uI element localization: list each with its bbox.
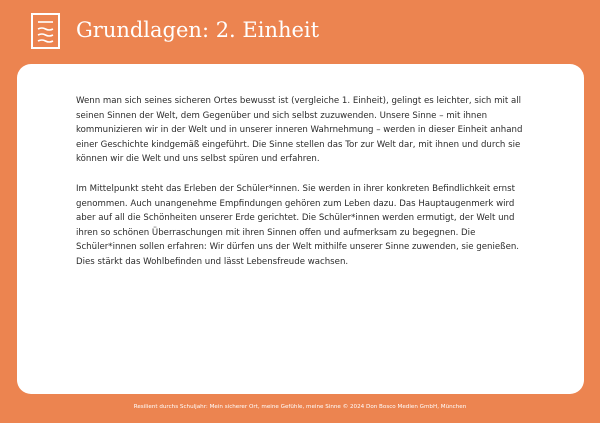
footer-copyright: Resilient durchs Schuljahr: Mein sicherer Ort, meine Gefühle, meine Sinne © 2024 Don Bosco Medien GmbH, München <box>133 404 467 410</box>
page-header <box>0 0 600 64</box>
paragraph-2: Im Mittelpunkt steht das Erleben der Schüler*innen. Sie werden in ihrer konkreten Befindlichkeit ernst genommen. Auch unangenehme Empfindungen gehören zum Leben dazu. Das Hauptaugenmerk wird aber auf all die Schönheiten unserer Erde gerichtet. Die Schüler*innen werden ermutigt, der Welt und ihren so schönen Überraschungen mit ihren Sinnen offen und aufmerksam zu begegnen. Die Schüler*innen sollen erfahren: Wir dürfen uns der Welt mithilfe unserer Sinne zuwenden, sie genießen. Dies stärkt das Wohlbefinden und lässt Lebensfreude wachsen. <box>76 183 520 267</box>
paragraph-1: Wenn man sich seines sicheren Ortes bewusst ist (vergleiche 1. Einheit), gelingt es leichter, sich mit all seinen Sinnen der Welt, dem Gegenüber und sich selbst zuzuwenden. Unsere Sinne – mit ihnen kommunizieren wir in der Welt und in unserer inneren Wahrnehmung – werden in dieser Einheit anhand einer Geschichte kindgemäß eingeführt. Die Sinne stellen das Tor zur Welt dar, mit ihnen und durch sie können wir die Welt und uns selbst spüren und erfahren. <box>76 96 523 165</box>
page-title: Grundlagen: 2. Einheit <box>76 18 320 42</box>
book-pages-icon-graphic <box>33 15 58 47</box>
content-card <box>17 64 584 394</box>
body-text <box>76 94 531 285</box>
book-pages-icon <box>31 13 60 49</box>
